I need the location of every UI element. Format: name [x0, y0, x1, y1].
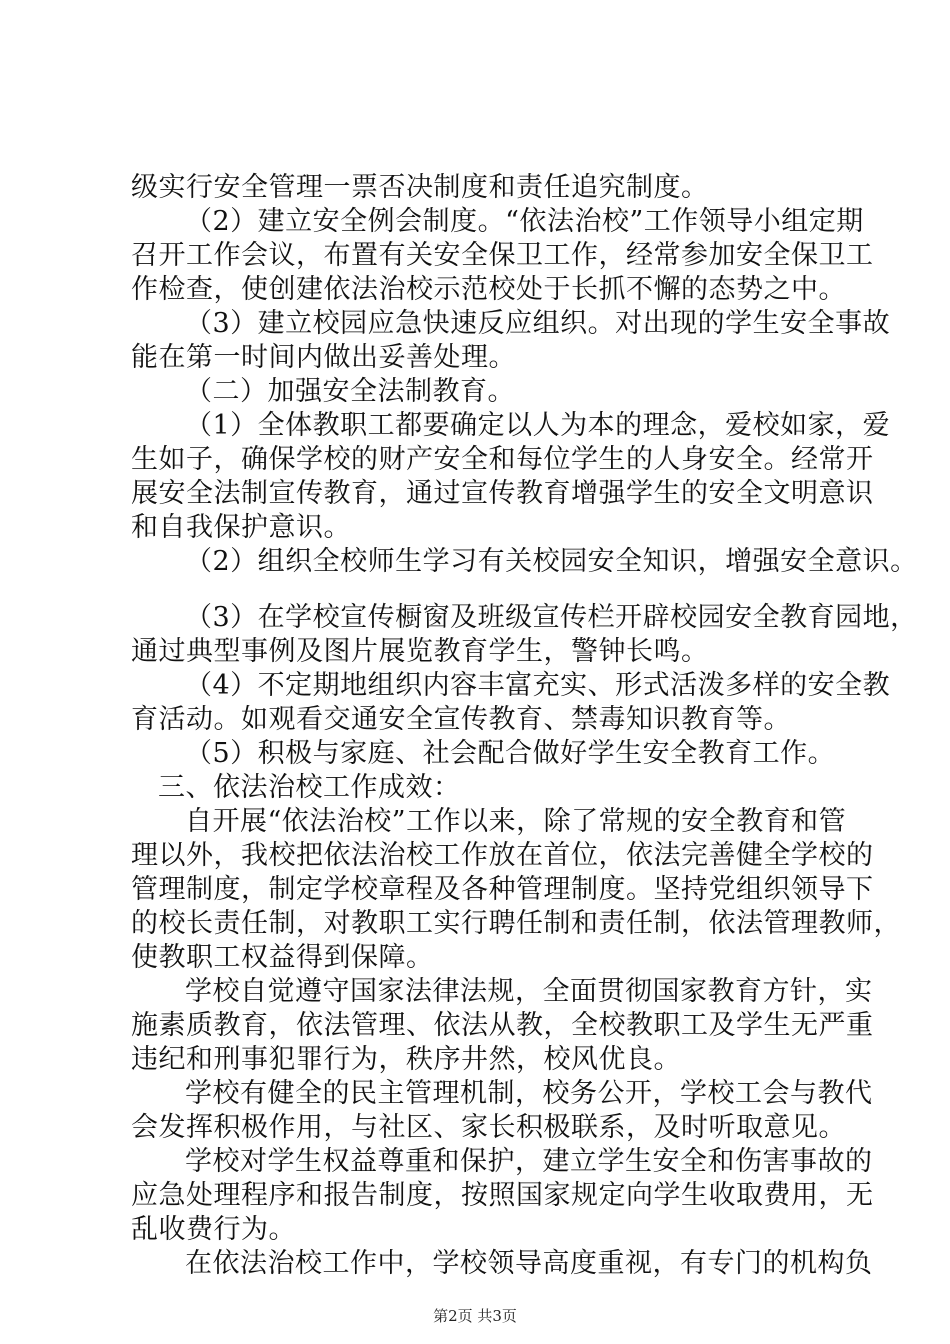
text-line: 作检查，使创建依法治校示范校处于长抓不懈的态势之中。 [131, 274, 846, 305]
text-line: 在依法治校工作中，学校领导高度重视，有专门的机构负 [185, 1248, 873, 1279]
text-line: （2）组织全校师生学习有关校园安全知识，增强安全意识。 [185, 546, 918, 577]
text-line: 违纪和刑事犯罪行为，秩序井然，校风优良。 [131, 1044, 681, 1075]
text-line: 学校有健全的民主管理机制，校务公开，学校工会与教代 [185, 1078, 873, 1109]
text-line: 级实行安全管理一票否决制度和责任追究制度。 [131, 172, 709, 203]
text-line: 理以外，我校把依法治校工作放在首位，依法完善健全学校的 [131, 840, 874, 871]
text-line: 和自我保护意识。 [131, 512, 351, 543]
text-line: 管理制度，制定学校章程及各种管理制度。坚持党组织领导下 [131, 874, 874, 905]
text-line: 学校对学生权益尊重和保护，建立学生安全和伤害事故的 [185, 1146, 873, 1177]
text-line: 能在第一时间内做出妥善处理。 [131, 342, 516, 373]
text-line: 会发挥积极作用，与社区、家长积极联系，及时听取意见。 [131, 1112, 846, 1143]
text-line: 展安全法制宣传教育，通过宣传教育增强学生的安全文明意识 [131, 478, 874, 509]
page-number-footer: 第2页 共3页 [433, 1307, 517, 1325]
text-line: 生如子，确保学校的财产安全和每位学生的人身安全。经常开 [131, 444, 874, 475]
text-line: 乱收费行为。 [131, 1214, 296, 1245]
text-line: 自开展“依法治校”工作以来，除了常规的安全教育和管 [185, 806, 847, 837]
text-line: （2）建立安全例会制度。“依法治校”工作领导小组定期 [185, 206, 864, 237]
text-line: 应急处理程序和报告制度，按照国家规定向学生收取费用，无 [131, 1180, 874, 1211]
section-heading: 三、依法治校工作成效： [158, 772, 461, 803]
text-line: （1）全体教职工都要确定以人为本的理念，爱校如家，爱 [185, 410, 891, 441]
text-line: （5）积极与家庭、社会配合做好学生安全教育工作。 [185, 738, 836, 769]
text-line: （4）不定期地组织内容丰富充实、形式活泼多样的安全教 [185, 670, 891, 701]
text-line: 施素质教育，依法管理、依法从教，全校教职工及学生无严重 [131, 1010, 874, 1041]
text-line: 的校长责任制，对教职工实行聘任制和责任制，依法管理教师， [131, 908, 901, 939]
section-heading: （二）加强安全法制教育。 [185, 376, 515, 407]
text-line: 育活动。如观看交通安全宣传教育、禁毒知识教育等。 [131, 704, 791, 735]
text-line: 学校自觉遵守国家法律法规，全面贯彻国家教育方针，实 [185, 976, 873, 1007]
text-line: （3）在学校宣传橱窗及班级宣传栏开辟校园安全教育园地， [185, 602, 918, 633]
text-line: 通过典型事例及图片展览教育学生，警钟长鸣。 [131, 636, 709, 667]
text-line: 召开工作会议，布置有关安全保卫工作，经常参加安全保卫工 [131, 240, 874, 271]
text-line: （3）建立校园应急快速反应组织。对出现的学生安全事故 [185, 308, 891, 339]
text-line: 使教职工权益得到保障。 [131, 942, 434, 973]
